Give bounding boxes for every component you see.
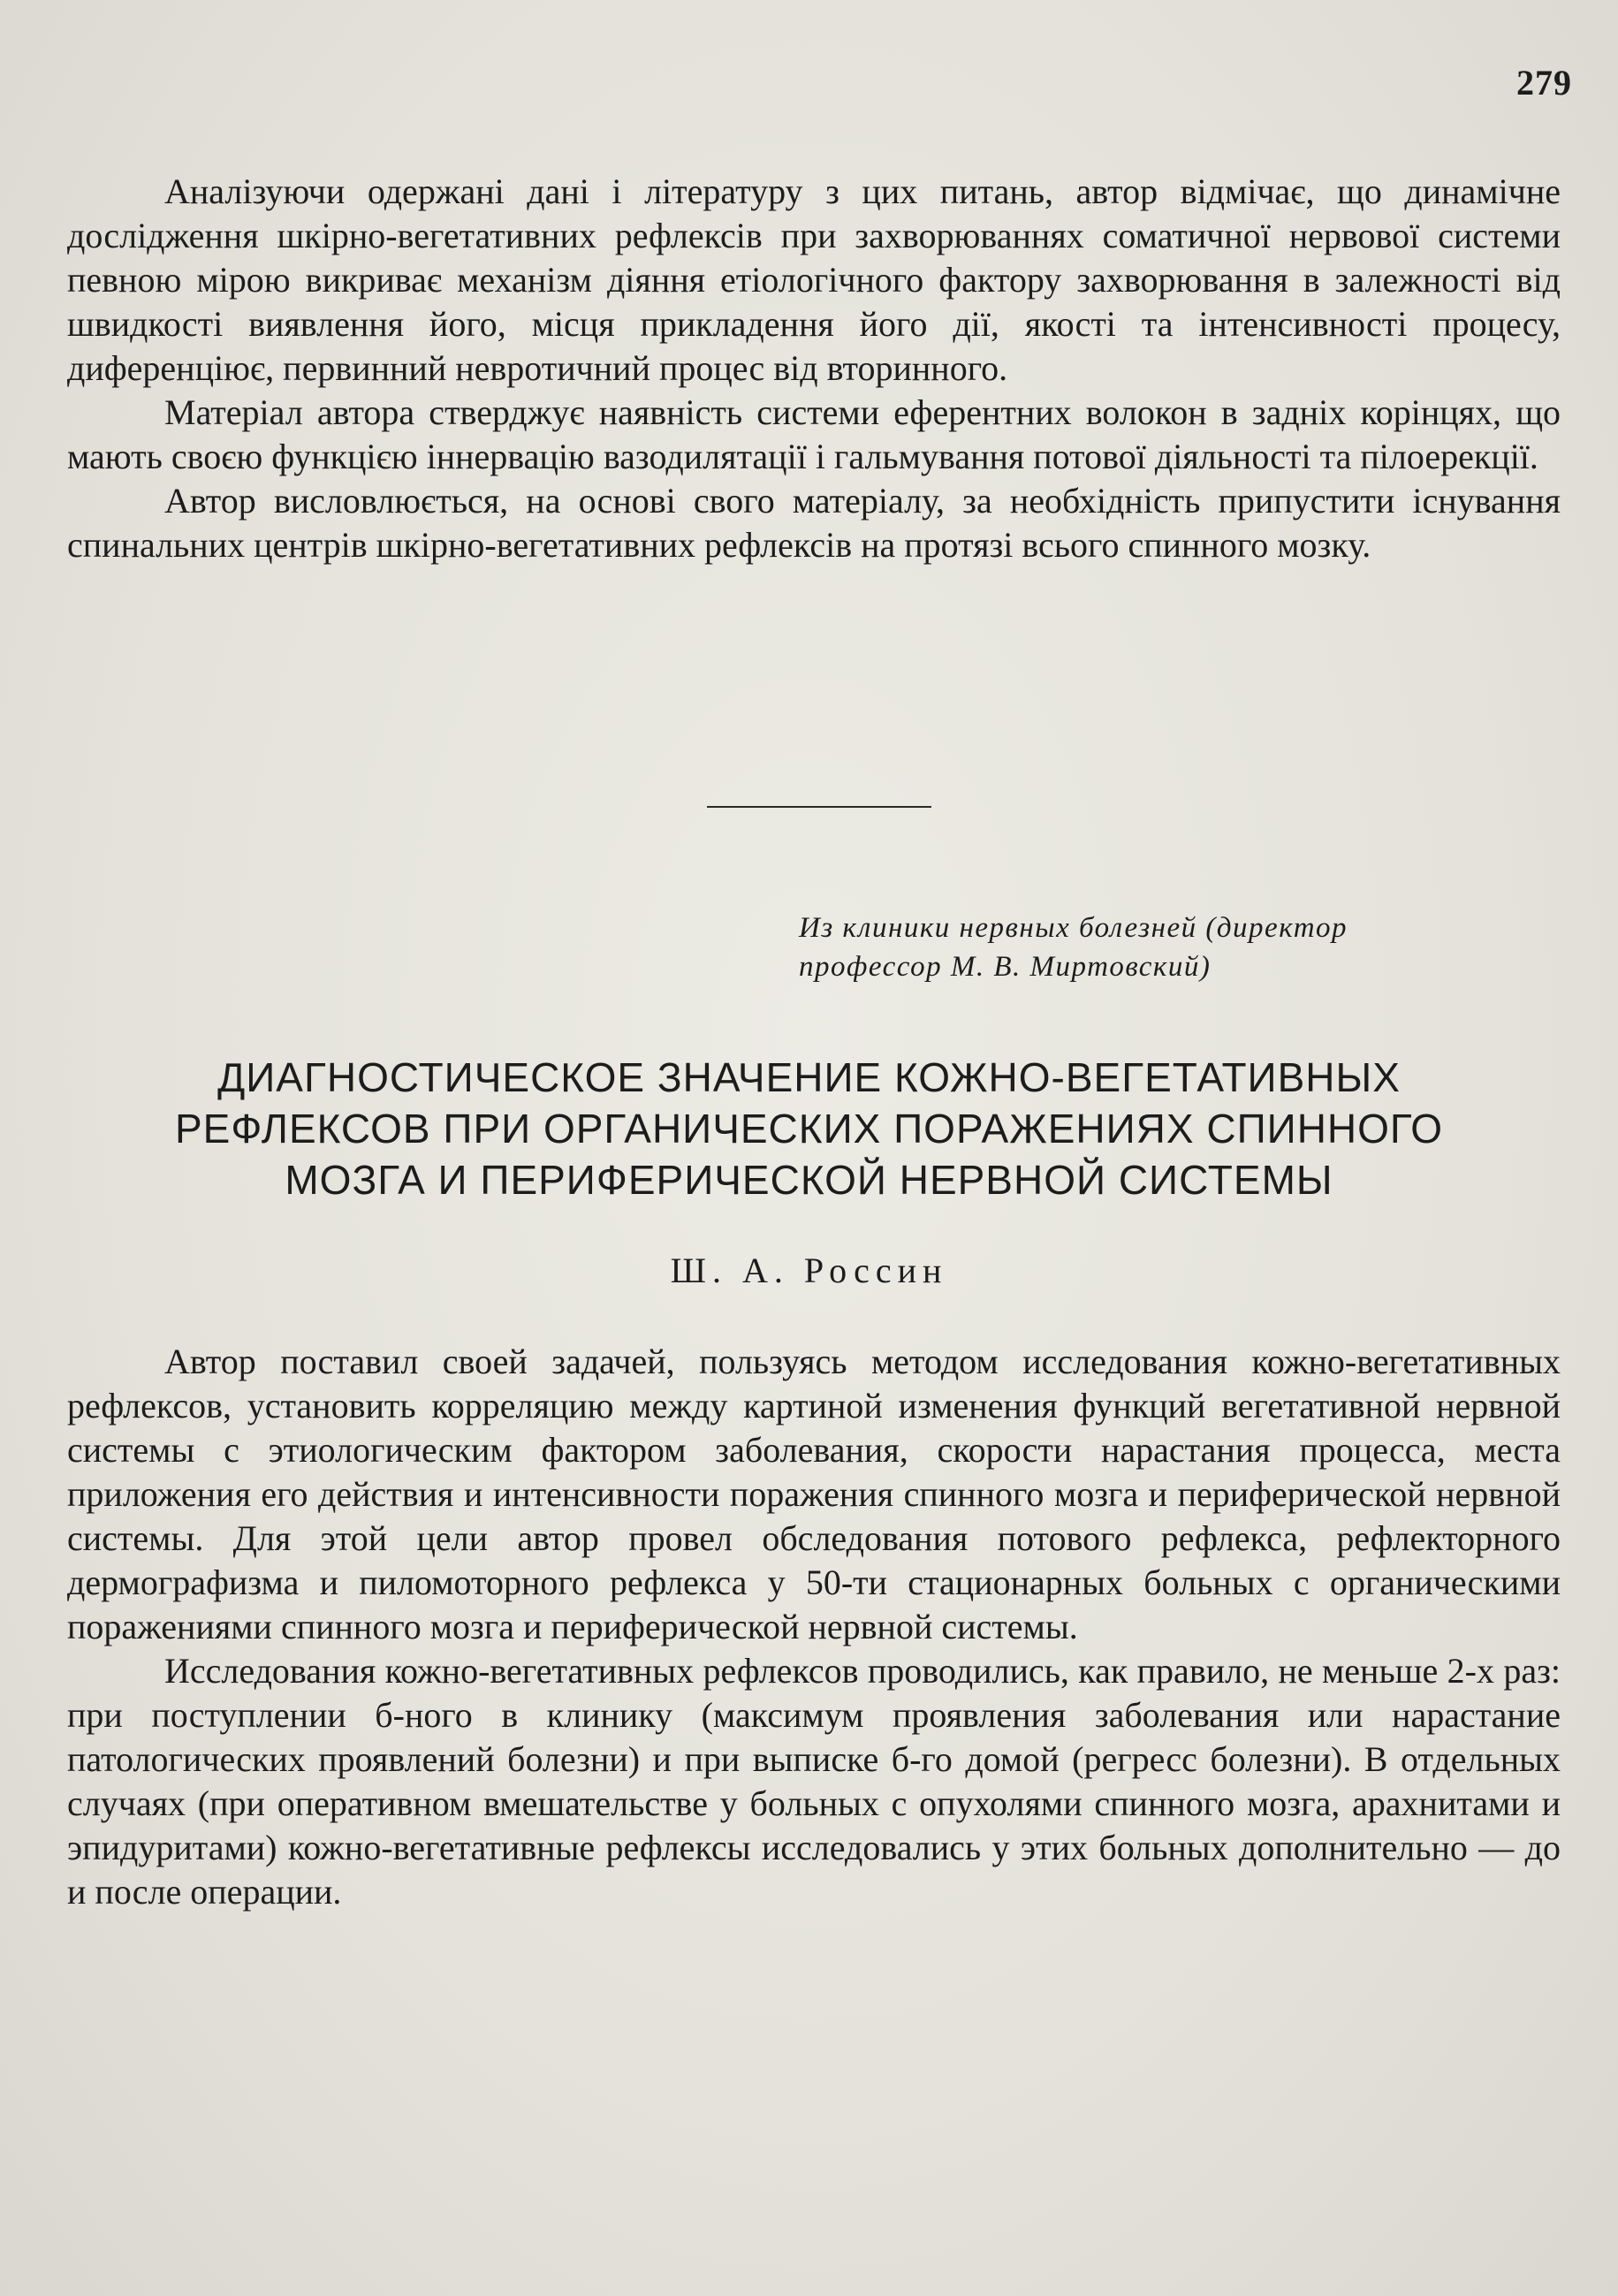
article-body: [67, 1340, 1561, 1914]
article-title-line-1: ДИАГНОСТИЧЕСКОЕ ЗНАЧЕНИЕ КОЖНО-ВЕГЕТАТИВНЫХ: [217, 1054, 1401, 1100]
article-title-line-2: РЕФЛЕКСОВ ПРИ ОРГАНИЧЕСКИХ ПОРАЖЕНИЯХ СПИННОГО: [174, 1106, 1444, 1152]
affiliation-note: [799, 909, 1568, 986]
ua-paragraph-1: Аналізуючи одержані дані і літературу з цих питань, автор відмічає, що динамічне дослідження шкірно-вегетативних рефлексів при захворюваннях соматичної нервової системи певною мірою викриває механізм діяння етіологічного фактору захворювання в залежності від швидкості виявлення його, місця прикладення його дії, якості та інтенсивності процесу, диференціює, первинний невротичний процес від вторинного.: [67, 171, 1561, 388]
affiliation-line-2: профессор М. В. Миртовский): [799, 951, 1212, 983]
article-title-line-3: МОЗГА И ПЕРИФЕРИЧЕСКОЙ НЕРВНОЙ СИСТЕМЫ: [285, 1157, 1333, 1203]
affiliation-line-1: Из клиники нервных болезней (директор: [799, 912, 1348, 944]
ua-paragraph-2: Матеріал автора стверджує наявність системи еферентних волокон в задніх корінцях, що мають своєю функцією іннервацію вазодилятації і гальмування потової діяльності та пілоерекції.: [67, 392, 1561, 476]
section-separator-rule: [707, 806, 931, 808]
article-author: Ш. А. Россин: [670, 1251, 948, 1290]
ua-paragraph-3: Автор висловлюється, на основі свого матеріалу, за необхідність припустити існування спинальних центрів шкірно-вегетативних рефлексів на протязі всього спинного мозку.: [67, 481, 1561, 565]
article-title: [35, 1052, 1583, 1205]
page-number: 279: [1516, 63, 1572, 103]
article-paragraph-1: Автор поставил своей задачей, пользуясь методом исследования кожно-вегетативных рефлексов, установить корреляцию между картиной изменения функций вегетативной нервной системы с этиологическим фактором заболевания, скорости нарастания процесса, места приложения его действия и интенсивности поражения спинного мозга и периферической нервной системы. Для этой цели автор провел обследования потового рефлекса, рефлекторного дермографизма и пиломоторного рефлекса у 50-ти стационарных больных с органическими поражениями спинного мозга и периферической нервной системы.: [67, 1342, 1561, 1646]
article-paragraph-2: Исследования кожно-вегетативных рефлексов проводились, как правило, не меньше 2-х раз: при поступлении б-ного в клинику (максимум проявления заболевания или нарастание патологических проявлений болезни) и при выписке б-го домой (регресс болезни). В отдельных случаях (при оперативном вмешательстве у больных с опухолями спинного мозга, арахнитами и эпидуритами) кожно-вегетативные рефлексы исследовались у этих больных дополнительно — до и после операции.: [67, 1651, 1561, 1912]
ukrainian-summary-section: [67, 170, 1561, 567]
